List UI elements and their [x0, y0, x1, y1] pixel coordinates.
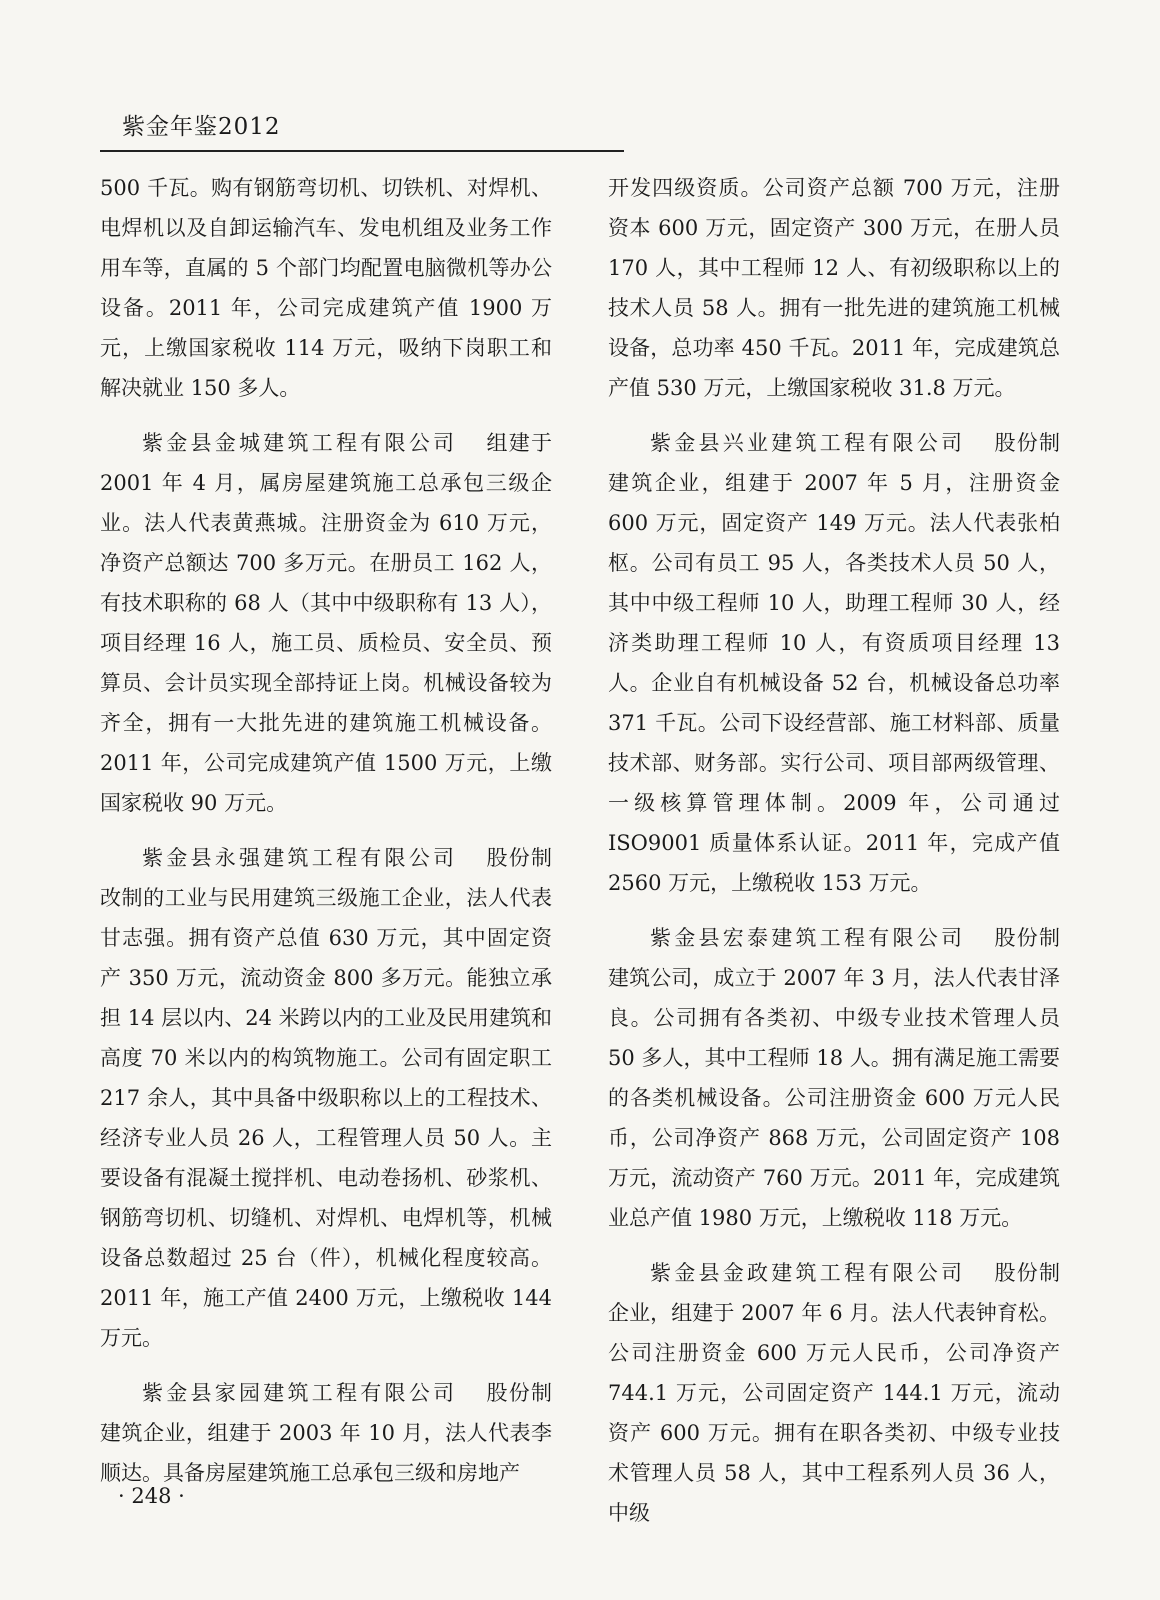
entry-xingye	[608, 423, 1060, 903]
paragraph-continuation: 500 千瓦。购有钢筋弯切机、切铁机、对焊机、电焊机以及自卸运输汽车、发电机组及业务工作用车等，直属的 5 个部门均配置电脑微机等办公设备。2011 年，公司完成建筑产值 1900 万元，上缴国家税收 114 万元，吸纳下岗职工和解决就业 150 多人。	[100, 176, 552, 400]
entry-text-jincheng: 组建于 2001 年 4 月，属房屋建筑施工总承包三级企业。法人代表黄燕城。注册资金为 610 万元，净资产总额达 700 多万元。在册员工 162 人，有技术职称的 68 人（其中中级职称有 13 人），项目经理 16 人，施工员、质检员、安全员、预算员、会计员实现全部持证上岗。机械设备较为齐全，拥有一大批先进的建筑施工机械设备。2011 年，公司完成建筑产值 1500 万元，上缴国家税收 90 万元。	[100, 431, 552, 815]
company-name-jiayuan: 紫金县家园建筑工程有限公司	[142, 1381, 458, 1405]
company-name-hongtai: 紫金县宏泰建筑工程有限公司	[650, 926, 966, 950]
entry-text-jiayuan: 股份制建筑企业，组建于 2003 年 10 月，法人代表李顺达。具备房屋建筑施工总承包三级和房地产	[100, 1381, 552, 1485]
header-rule	[100, 150, 624, 152]
paragraph-continuation: 开发四级资质。公司资产总额 700 万元，注册资本 600 万元，固定资产 300 万元，在册人员 170 人，其中工程师 12 人、有初级职称以上的技术人员 58 人。拥有一批先进的建筑施工机械设备，总功率 450 千瓦。2011 年，完成建筑总产值 530 万元，上缴国家税收 31.8 万元。	[608, 176, 1060, 400]
entry-jinzheng	[608, 1253, 1060, 1533]
entry-jiayuan	[100, 1373, 552, 1493]
right-column	[608, 168, 1060, 1548]
entry-text-hongtai: 股份制建筑公司，成立于 2007 年 3 月，法人代表甘泽良。公司拥有各类初、中级专业技术管理人员 50 多人，其中工程师 18 人。拥有满足施工需要的各类机械设备。公司注册资金 600 万元人民币，公司净资产 868 万元，公司固定资产 108 万元，流动资产 760 万元。2011 年，完成建筑业总产值 1980 万元，上缴税收 118 万元。	[608, 926, 1060, 1230]
company-name-jinzheng: 紫金县金政建筑工程有限公司	[650, 1261, 966, 1285]
company-name-xingye: 紫金县兴业建筑工程有限公司	[650, 431, 966, 455]
page-number: · 248 ·	[118, 1484, 185, 1508]
entry-hongtai	[608, 918, 1060, 1238]
running-header: 紫金年鉴2012	[122, 114, 281, 140]
entry-yongqiang	[100, 838, 552, 1358]
entry-jincheng	[100, 423, 552, 823]
entry-text-jinzheng: 股份制企业，组建于 2007 年 6 月。法人代表钟育松。公司注册资金 600 万元人民币，公司净资产 744.1 万元，公司固定资产 144.1 万元，流动资产 600 万元。拥有在职各类初、中级专业技术管理人员 58 人，其中工程系列人员 36 人，中级	[608, 1261, 1060, 1525]
entry-text-yongqiang: 股份制改制的工业与民用建筑三级施工企业，法人代表甘志强。拥有资产总值 630 万元，其中固定资产 350 万元，流动资金 800 多万元。能独立承担 14 层以内、24 米跨以内的工业及民用建筑和高度 70 米以内的构筑物施工。公司有固定职工 217 余人，其中具备中级职称以上的工程技术、经济专业人员 26 人，工程管理人员 50 人。主要设备有混凝土搅拌机、电动卷扬机、砂浆机、钢筋弯切机、切缝机、对焊机、电焊机等，机械设备总数超过 25 台（件），机械化程度较高。2011 年，施工产值 2400 万元，上缴税收 144 万元。	[100, 846, 552, 1350]
entry-text-xingye: 股份制建筑企业，组建于 2007 年 5 月，注册资金 600 万元，固定资产 149 万元。法人代表张柏枢。公司有员工 95 人，各类技术人员 50 人，其中中级工程师 10 人，助理工程师 30 人，经济类助理工程师 10 人，有资质项目经理 13 人。企业自有机械设备 52 台，机械设备总功率 371 千瓦。公司下设经营部、施工材料部、质量技术部、财务部。实行公司、项目部两级管理、一级核算管理体制。2009 年，公司通过 ISO9001 质量体系认证。2011 年，完成产值 2560 万元，上缴税收 153 万元。	[608, 431, 1060, 895]
left-column	[100, 168, 552, 1508]
company-name-yongqiang: 紫金县永强建筑工程有限公司	[142, 846, 458, 870]
company-name-jincheng: 紫金县金城建筑工程有限公司	[142, 431, 458, 455]
